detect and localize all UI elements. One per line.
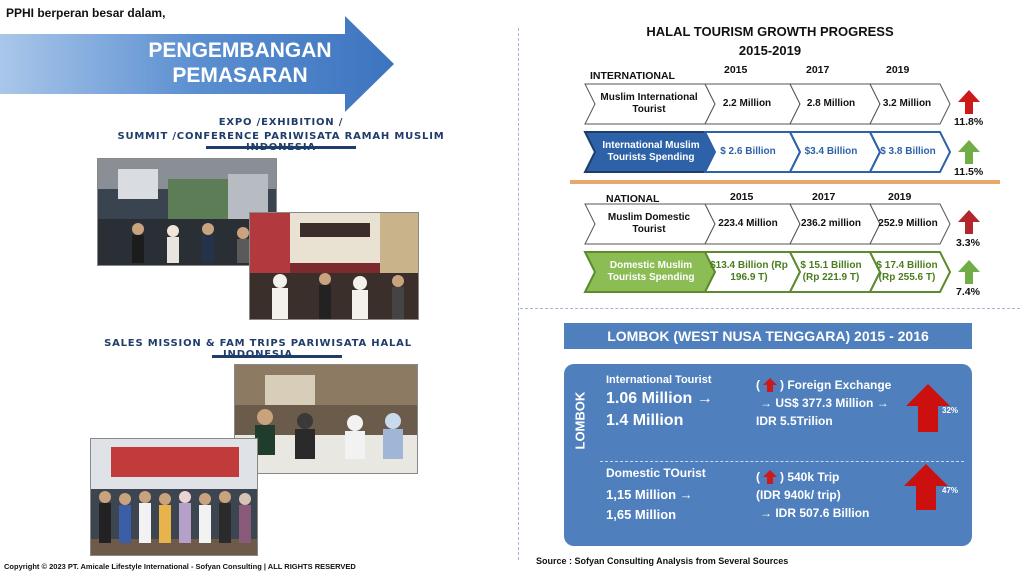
exchange-label: ) Foreign Exchange [780,378,892,392]
expo-photo-2 [249,212,419,320]
lombok-intl-to: 1.4 Million [606,412,684,429]
banner-line-2: PEMASARAN [172,64,308,87]
growth-title [620,22,920,60]
intl-row2-2015: $ 2.6 Billion [720,146,776,157]
lombok-intl-exchange [756,378,891,392]
nat-row2-pct: 7.4% [956,286,980,298]
intl-row2-label: International Muslim Tourists Spending [602,140,700,163]
lombok-intl-pct: 32% [942,406,959,415]
national-label: NATIONAL [606,193,660,205]
banner-line-1: PENGEMBANGAN [148,39,332,62]
intro-text: PPHI berperan besar dalam, [6,6,166,20]
sales-photo-2 [90,438,258,556]
trip-label: ) 540k Trip [780,470,840,484]
lombok-dom-trip-2: (IDR 940k/ trip) [756,488,841,502]
nat-row2-2017: $ 15.1 Billion (Rp 221.9 T) [800,260,862,283]
up-arrow-red-icon [958,210,980,234]
copyright-text: Copyright © 2023 PT. Amicale Lifestyle International - Sofyan Consulting | ALL RIGHTS RESERVED [4,562,356,571]
sales-title: SALES MISSION & FAM TRIPS PARIWISATA HALAL [104,338,412,349]
nat-year-2015: 2015 [730,191,754,203]
section-separator [570,180,1000,184]
lombok-dom-trip [756,470,839,484]
nat-row2-2019: $ 17.4 Billion (Rp 255.6 T) [876,260,938,283]
nat-row2-2015: $13.4 Billion (Rp 196.9 T) [710,260,788,283]
nat-row1-2017: 236.2 million [800,218,862,229]
lombok-intl-exchange-2: → US$ 377.3 Million → [760,396,889,410]
lombok-divider [600,461,964,462]
nat-row1-pct: 3.3% [956,237,980,249]
intl-row1-label: Muslim International Tourist [600,92,698,115]
lombok-title: LOMBOK (WEST NUSA TENGGARA) 2015 - 2016 [564,323,972,349]
intl-row2-2019: $ 3.8 Billion [880,146,936,157]
intl-year-2019: 2019 [886,64,910,76]
intl-row1-pct: 11.8% [954,116,984,128]
growth-title-line-1: HALAL TOURISM GROWTH PROGRESS [646,24,894,39]
lombok-dom-pct: 47% [942,486,959,495]
lombok-intl-exchange-3: IDR 5.5Trilion [756,414,833,428]
up-arrow-red-icon [763,470,777,484]
intl-row1-2019: 3.2 Million [882,98,932,109]
up-arrow-green-icon [958,140,980,164]
vertical-divider [518,28,519,560]
banner-title [120,38,360,88]
lombok-dom-trip-3: → IDR 507.6 Billion [760,506,870,520]
nat-row1-2015: 223.4 Million [718,218,778,229]
expo-title-line-1: EXPO /EXHIBITION / [218,117,344,128]
intl-row1-2015: 2.2 Million [722,98,772,109]
lombok-dom-from: 1,15 Million → [606,487,693,502]
nat-year-2017: 2017 [812,191,836,203]
expo-title-line-2: SUMMIT /CONFERENCE PARIWISATA RAMAH MUSLIM [117,131,445,142]
growth-title-line-2: 2015-2019 [738,43,802,58]
lombok-intl-from: 1.06 Million → [606,390,713,407]
up-arrow-green-icon [958,260,980,284]
lombok-side-label: LOMBOK [572,391,588,450]
lombok-intl-label: International Tourist [606,374,712,386]
lombok-dom-to: 1,65 Million [606,507,677,522]
up-arrow-red-icon [763,378,777,392]
intl-row2-2017: $3.4 Billion [804,146,858,157]
paren-open: ( [756,378,760,392]
intl-row2-pct: 11.5% [954,166,984,178]
horizontal-divider [520,308,1020,309]
intl-year-2015: 2015 [724,64,748,76]
sales-underline [212,355,342,358]
intl-row1-2017: 2.8 Million [806,98,856,109]
source-text: Source : Sofyan Consulting Analysis from Several Sources [536,556,789,566]
intl-year-2017: 2017 [806,64,830,76]
sales-photo-1 [234,364,418,474]
lombok-dom-label: Domestic TOurist [606,466,706,480]
international-label: INTERNATIONAL [590,70,675,82]
up-arrow-red-icon [958,90,980,114]
nat-row2-label: Domestic Muslim Tourists Spending [607,260,695,283]
nat-row1-2019: 252.9 Million [878,218,938,229]
expo-underline [206,146,356,149]
nat-row1-label: Muslim Domestic Tourist [607,212,691,235]
nat-year-2019: 2019 [888,191,912,203]
paren-open: ( [756,470,760,484]
